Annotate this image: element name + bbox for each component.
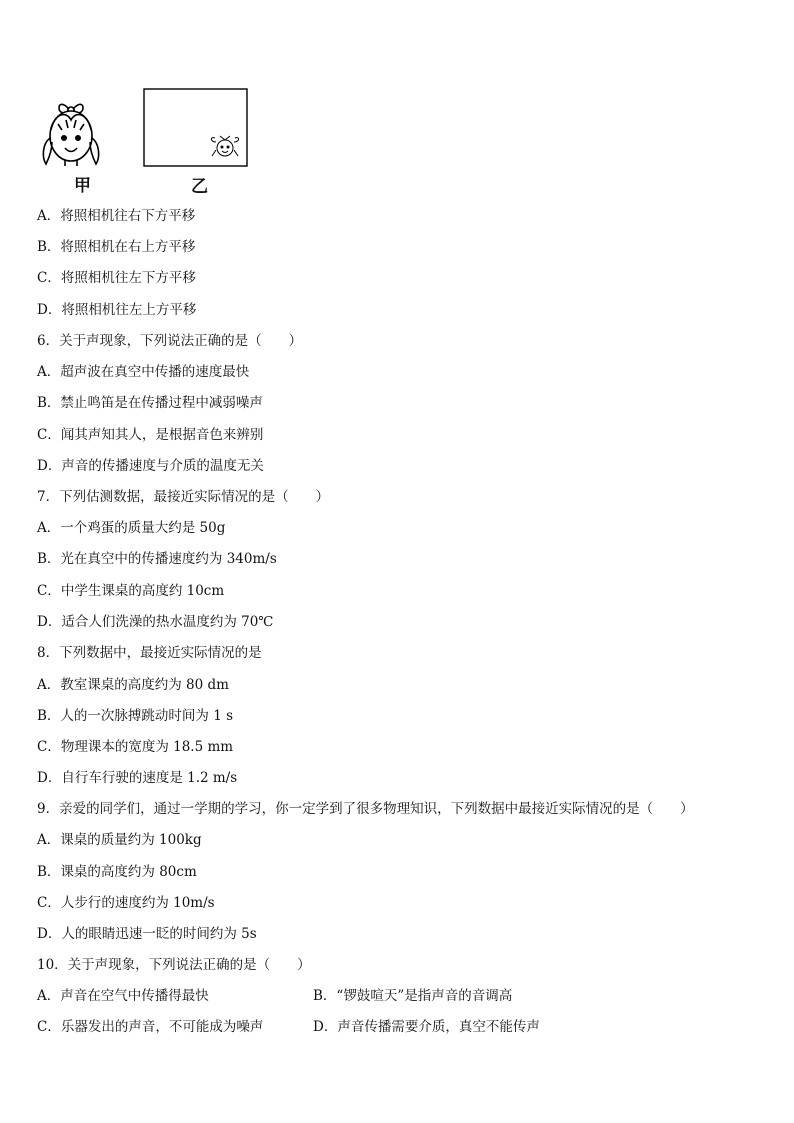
option-10a: A．声音在空气中传播得最快 bbox=[37, 988, 209, 1004]
option-9d: D．人的眼睛迅速一眨的时间约为 5s bbox=[37, 926, 257, 942]
option-5c: C．将照相机往左下方平移 bbox=[37, 270, 196, 286]
option-9a: A．课桌的质量约为 100kg bbox=[37, 832, 202, 848]
option-10c: C．乐器发出的声音，不可能成为噪声 bbox=[37, 1019, 264, 1035]
girl-face-icon bbox=[43, 104, 98, 166]
option-7a: A．一个鸡蛋的质量大约是 50g bbox=[37, 520, 226, 536]
option-5a: A．将照相机往右下方平移 bbox=[37, 208, 196, 224]
figure-camera-framing bbox=[40, 86, 260, 196]
question-8: 8．下列数据中，最接近实际情况的是 bbox=[37, 645, 262, 661]
option-6c: C．闻其声知其人，是根据音色来辨别 bbox=[37, 427, 264, 443]
viewfinder-frame bbox=[144, 89, 247, 166]
option-8d: D．自行车行驶的速度是 1.2 m/s bbox=[37, 770, 238, 786]
option-7c: C．中学生课桌的高度约 10cm bbox=[37, 583, 225, 599]
option-9b: B．课桌的高度约为 80cm bbox=[37, 864, 197, 880]
option-10d: D．声音传播需要介质，真空不能传声 bbox=[313, 1019, 540, 1035]
option-10b: B．“锣鼓喧天”是指声音的音调高 bbox=[313, 988, 513, 1004]
option-6d: D．声音的传播速度与介质的温度无关 bbox=[37, 458, 264, 474]
option-7d: D．适合人们洗澡的热水温度约为 70℃ bbox=[37, 614, 274, 630]
option-6a: A．超声波在真空中传播的速度最快 bbox=[37, 364, 250, 380]
option-8b: B．人的一次脉搏跳动时间为 1 s bbox=[37, 708, 234, 724]
question-7: 7．下列估测数据，最接近实际情况的是（ ） bbox=[37, 489, 330, 505]
option-9c: C．人步行的速度约为 10m/s bbox=[37, 895, 215, 911]
question-6: 6．关于声现象，下列说法正确的是（ ） bbox=[37, 333, 303, 349]
girl-and-frame-illustration bbox=[40, 86, 260, 196]
question-9: 9．亲爱的同学们，通过一学期的学习，你一定学到了很多物理知识，下列数据中最接近实际情况的是（ ） bbox=[37, 801, 694, 817]
option-7b: B．光在真空中的传播速度约为 340m/s bbox=[37, 551, 277, 567]
option-5b: B．将照相机在右上方平移 bbox=[37, 239, 196, 255]
option-8c: C．物理课本的宽度为 18.5 mm bbox=[37, 739, 234, 755]
option-5d: D．将照相机往左上方平移 bbox=[37, 302, 197, 318]
question-10: 10．关于声现象，下列说法正确的是（ ） bbox=[37, 957, 311, 973]
option-6b: B．禁止鸣笛是在传播过程中减弱噪声 bbox=[37, 395, 263, 411]
option-8a: A．教室课桌的高度约为 80 dm bbox=[37, 677, 229, 693]
figure-label-jia: 甲 bbox=[74, 176, 91, 196]
figure-label-yi: 乙 bbox=[191, 177, 208, 197]
